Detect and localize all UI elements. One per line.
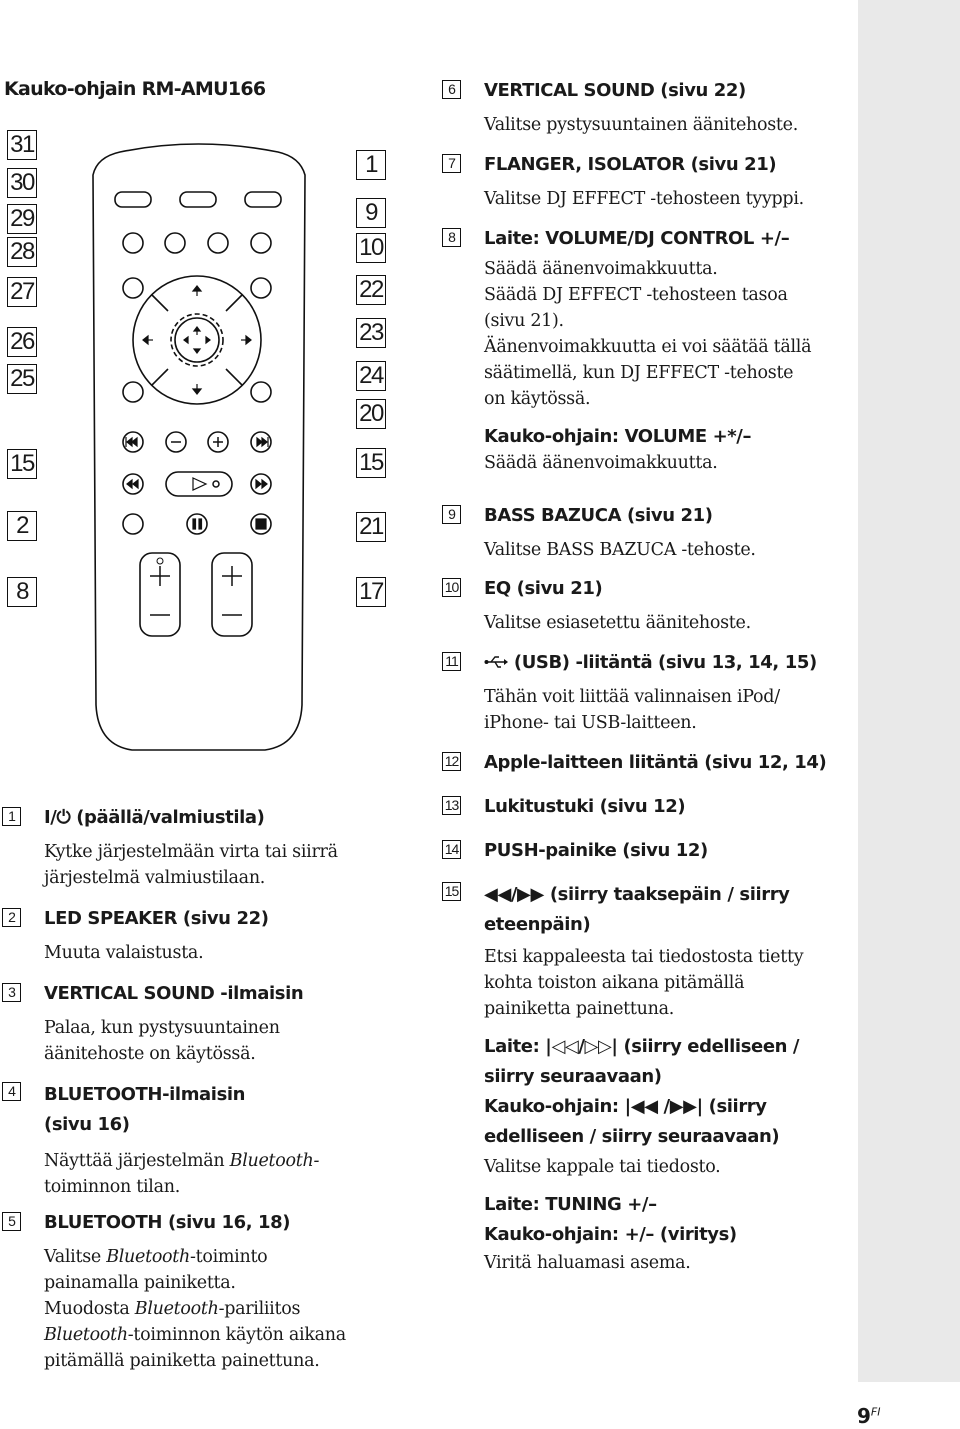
entry-heading: PUSH-painike (sivu 12) (484, 840, 708, 861)
page-number: $9^{FI}$ (857, 1404, 881, 1428)
entry-5 (2, 1210, 412, 1374)
callout-25: 25 (7, 364, 37, 394)
callout-15-right: 15 (356, 448, 386, 478)
entry-15 (442, 880, 852, 1276)
entry-number: 10 (442, 578, 461, 597)
callout-31: 31 (7, 130, 37, 160)
entry-desc-line: säätimellä, kun DJ EFFECT -tehoste (484, 363, 794, 383)
entry-11 (442, 650, 852, 736)
entry-desc-line: Säädä äänenvoimakkuutta. (484, 453, 718, 473)
callout-24: 24 (356, 361, 386, 391)
entry-desc-line: toiminnon tilan. (44, 1177, 180, 1197)
entry-10 (442, 576, 852, 636)
entry-heading: VERTICAL SOUND (sivu 22) (484, 80, 746, 101)
entry-desc-line: Valitse kappale tai tiedosto. (484, 1157, 721, 1177)
entry-desc-line: Näyttää järjestelmän Bluetooth- (44, 1151, 320, 1171)
entry-desc-line: Bluetooth-toiminnon käytön aikana (44, 1325, 346, 1345)
entry-heading-device: Laite: |◁◁/▷▷| (siirry edelliseen / (484, 1036, 800, 1057)
entry-desc-line: Palaa, kun pystysuuntainen (44, 1018, 280, 1038)
entry-heading-line2: eteenpäin) (484, 914, 591, 935)
entry-desc-line: iPhone- tai USB-laitteen. (484, 713, 697, 733)
entry-desc-line: pitämällä painiketta painettuna. (44, 1351, 320, 1371)
entry-desc-line: Kytke järjestelmään virta tai siirrä (44, 842, 338, 862)
callout-17: 17 (356, 577, 386, 607)
entry-desc-line: Valitse esiasetettu äänitehoste. (484, 613, 751, 633)
entry-number: 9 (442, 505, 461, 524)
entry-heading: BLUETOOTH (sivu 16, 18) (44, 1212, 291, 1233)
entry-heading-device-line2: siirry seuraavaan) (484, 1066, 662, 1087)
entry-7 (442, 152, 852, 212)
callout-26: 26 (7, 327, 37, 357)
callout-9: 9 (356, 198, 386, 228)
entry-heading-tuning: Laite: TUNING +/– (484, 1194, 657, 1215)
entry-heading: (USB) -liitäntä (sivu 13, 14, 15) (484, 650, 852, 676)
entry-number: 4 (2, 1082, 21, 1101)
entry-heading: VERTICAL SOUND -ilmaisin (44, 983, 304, 1004)
entry-heading: BASS BAZUCA (sivu 21) (484, 505, 713, 526)
entry-desc-line: Viritä haluamasi asema. (484, 1253, 691, 1273)
entry-heading: FLANGER, ISOLATOR (sivu 21) (484, 154, 777, 175)
page-title: Kauko-ohjain RM-AMU166 (4, 78, 266, 100)
usb-icon (484, 655, 508, 669)
entry-heading-remote-line2: edelliseen / siirry seuraavaan) (484, 1126, 780, 1147)
entry-heading: BLUETOOTH-ilmaisin (44, 1084, 246, 1105)
entry-desc-line: on käytössä. (484, 389, 591, 409)
entry-heading: EQ (sivu 21) (484, 578, 603, 599)
entry-number: 2 (2, 908, 21, 927)
entry-heading-remote: Kauko-ohjain: VOLUME +*/– (484, 426, 752, 447)
entry-heading: Apple-laitteen liitäntä (sivu 12, 14) (484, 752, 827, 773)
power-icon: I/⏻ (44, 807, 71, 828)
entry-heading-tuning-remote: Kauko-ohjain: +/– (viritys) (484, 1224, 737, 1245)
entry-desc-line: Valitse Bluetooth-toiminto (44, 1247, 268, 1267)
entry-heading: LED SPEAKER (sivu 22) (44, 908, 269, 929)
entry-1 (2, 805, 402, 891)
callout-23: 23 (356, 318, 386, 348)
entry-14 (442, 838, 852, 864)
entry-number: 5 (2, 1212, 21, 1231)
entry-9 (442, 503, 852, 563)
entry-desc-line: Etsi kappaleesta tai tiedostosta tietty (484, 947, 804, 967)
entry-number: 12 (442, 752, 461, 771)
entry-heading: ◀◀/▶▶ (siirry taaksepäin / siirry (484, 884, 790, 905)
callout-22: 22 (356, 275, 386, 305)
entry-3 (2, 981, 402, 1067)
entry-number: 1 (2, 807, 21, 826)
entry-desc-line: Äänenvoimakkuutta ei voi säätää tällä (484, 337, 812, 357)
callout-28: 28 (7, 237, 37, 267)
entry-heading-remote: Kauko-ohjain: |◀◀ /▶▶| (siirry (484, 1096, 767, 1117)
entry-number: 14 (442, 840, 461, 859)
entry-number: 8 (442, 228, 461, 247)
callout-20: 20 (356, 399, 386, 429)
entry-desc-line: (sivu 21). (484, 311, 564, 331)
entry-number: 15 (442, 882, 461, 901)
callout-30: 30 (7, 168, 37, 198)
callout-29: 29 (7, 204, 37, 234)
entry-heading-line2: (sivu 16) (44, 1114, 130, 1135)
callout-21: 21 (356, 512, 386, 542)
entry-number: 6 (442, 80, 461, 99)
entry-desc-line: Säädä DJ EFFECT -tehosteen tasoa (484, 285, 788, 305)
entry-13 (442, 794, 852, 820)
entry-number: 11 (442, 652, 461, 671)
callout-15-left: 15 (7, 449, 37, 479)
entry-8 (442, 226, 852, 476)
entry-desc-line: kohta toiston aikana pitämällä (484, 973, 745, 993)
rewind-fast-forward-icon: ◀◀/▶▶ (484, 884, 544, 905)
callout-2: 2 (7, 511, 37, 541)
entry-6 (442, 78, 852, 138)
entry-desc-line: Säädä äänenvoimakkuutta. (484, 259, 718, 279)
entry-heading: Laite: VOLUME/DJ CONTROL +/– (484, 228, 790, 249)
entry-desc-line: painamalla painiketta. (44, 1273, 236, 1293)
entry-number: 7 (442, 154, 461, 173)
entry-desc-line: Tähän voit liittää valinnaisen iPod/ (484, 687, 780, 707)
entry-desc-line: järjestelmä valmiustilaan. (44, 868, 266, 888)
entry-desc-line: Valitse pystysuuntainen äänitehoste. (484, 115, 798, 135)
side-tab (858, 0, 960, 1382)
callout-1: 1 (356, 150, 386, 180)
entry-number: 3 (2, 983, 21, 1002)
entry-2 (2, 906, 402, 966)
entry-desc-line: Valitse DJ EFFECT -tehosteen tyyppi. (484, 189, 804, 209)
entry-heading: I/⏻ (päällä/valmiustila) (44, 807, 265, 828)
entry-12 (442, 750, 852, 776)
callout-10: 10 (356, 233, 386, 263)
entry-desc-line: Valitse BASS BAZUCA -tehoste. (484, 540, 756, 560)
previous-next-outline-icon: |◁◁/▷▷| (545, 1036, 618, 1057)
entry-number: 13 (442, 796, 461, 815)
entry-desc-line: Muodosta Bluetooth-pariliitos (44, 1299, 301, 1319)
callout-27: 27 (7, 277, 37, 307)
entry-heading: Lukitustuki (sivu 12) (484, 796, 686, 817)
previous-next-icon: |◀◀ /▶▶| (624, 1096, 703, 1117)
entry-desc-line: Muuta valaistusta. (44, 943, 204, 963)
callout-8: 8 (7, 577, 37, 607)
entry-desc-line: painiketta painettuna. (484, 999, 674, 1019)
entry-4 (2, 1080, 402, 1200)
entry-desc-line: äänitehoste on käytössä. (44, 1044, 256, 1064)
